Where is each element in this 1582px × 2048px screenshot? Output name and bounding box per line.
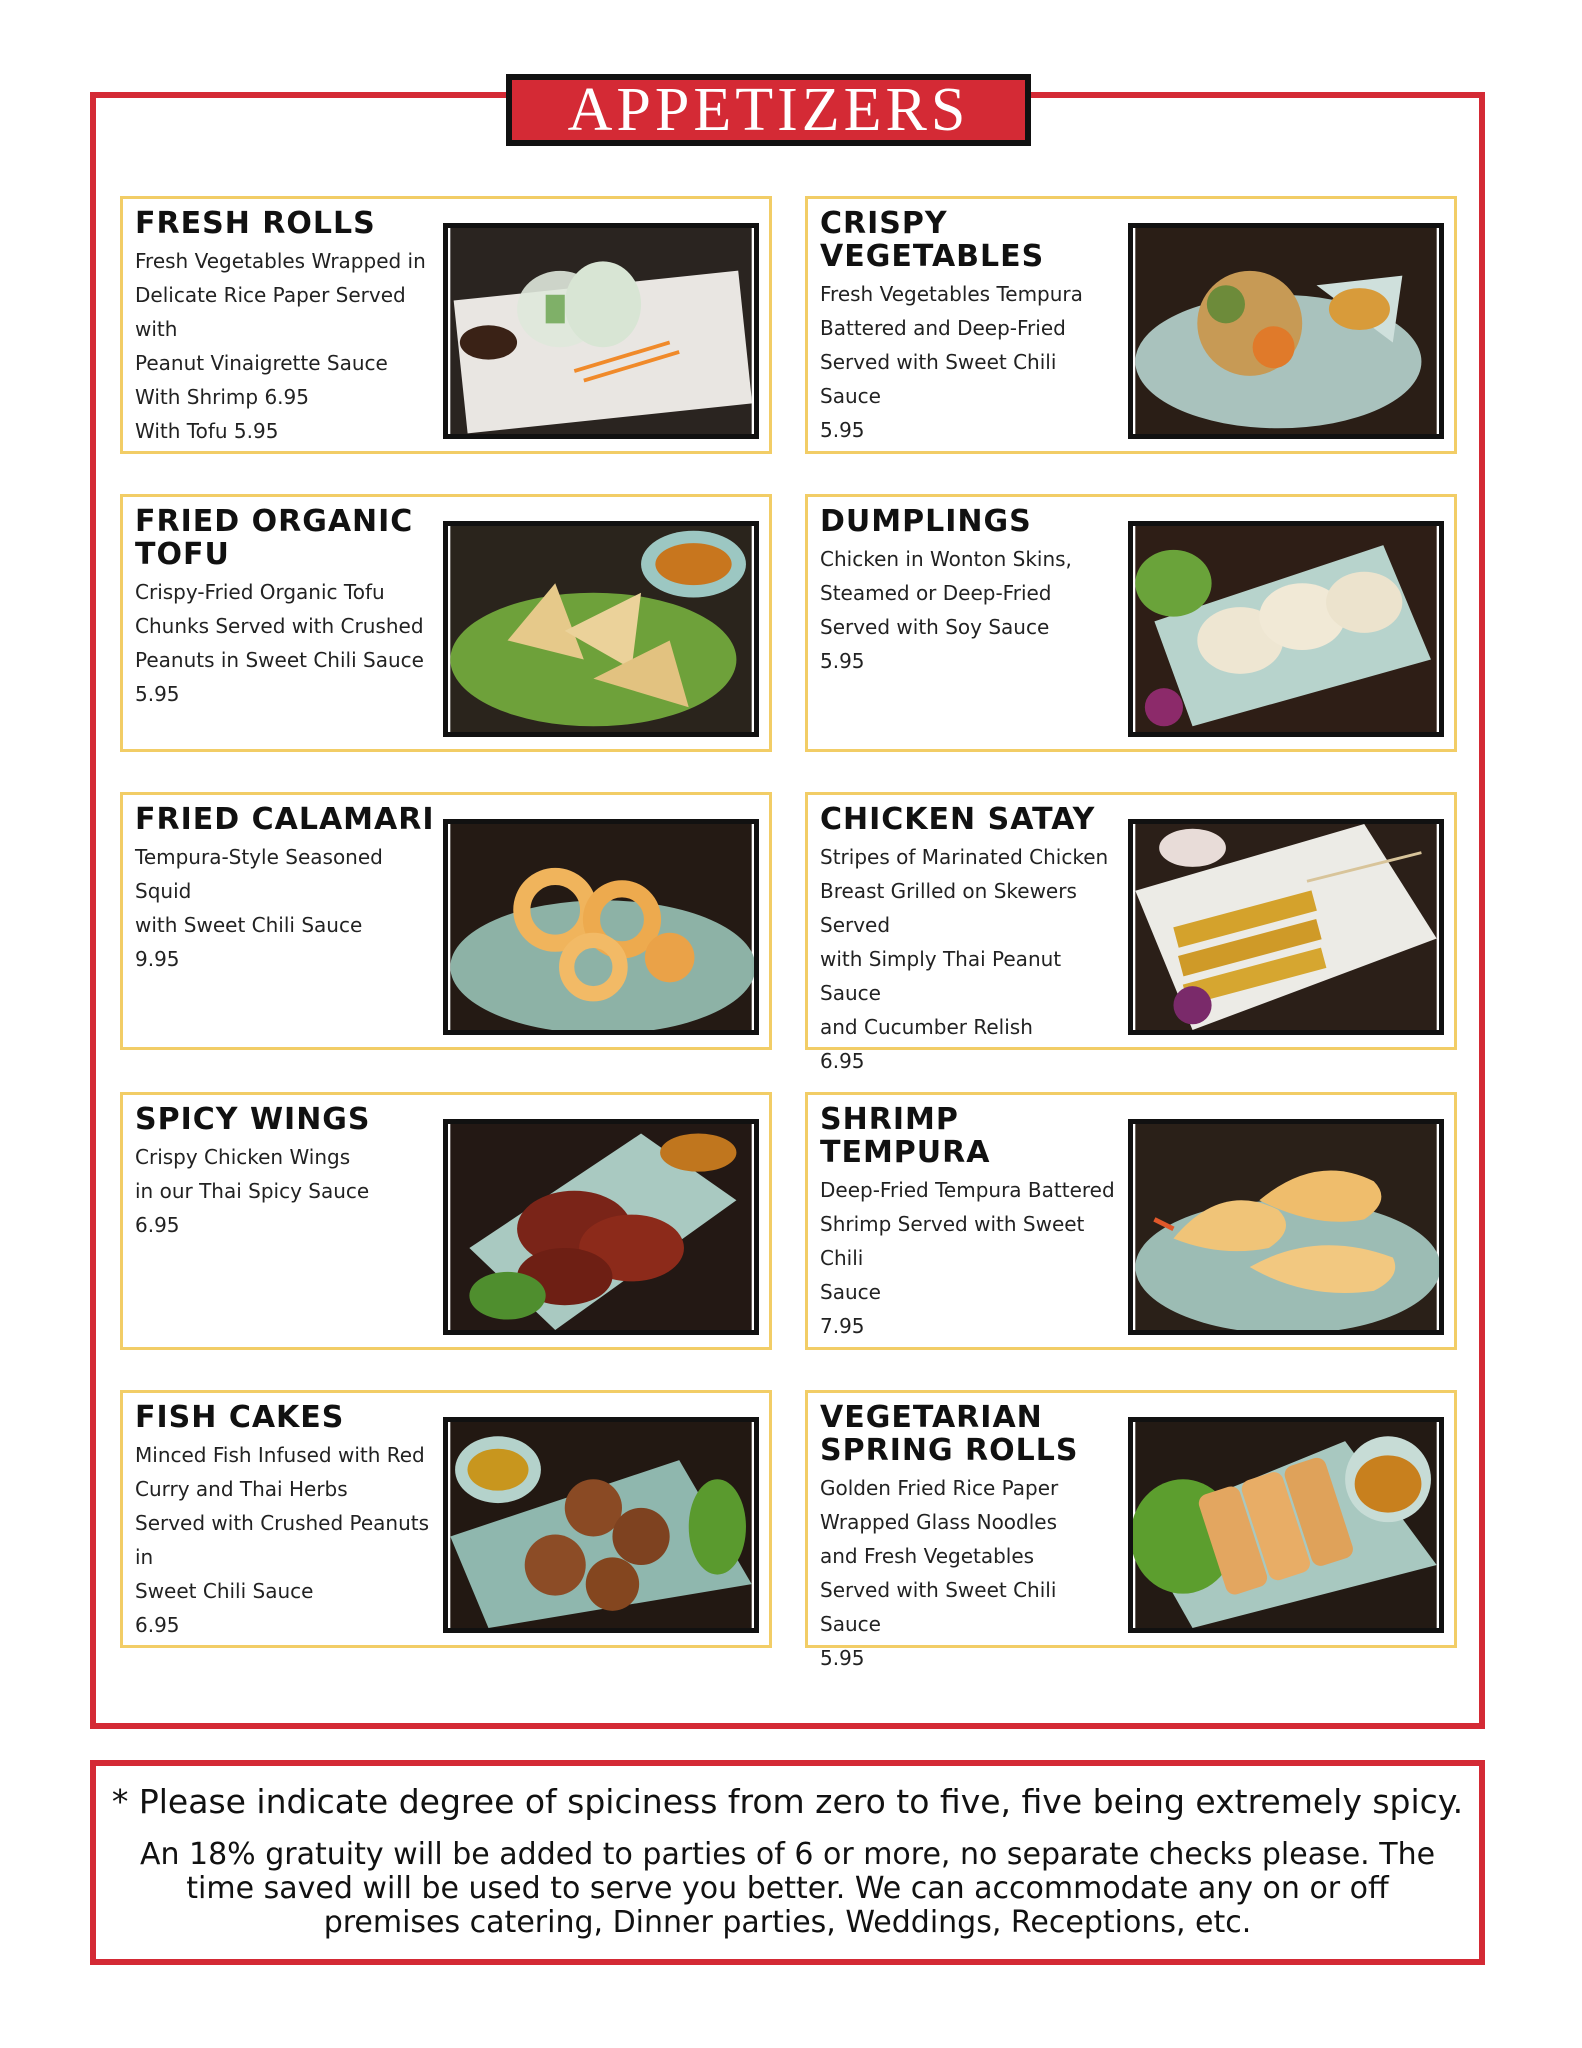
item-name: VEGETARIAN SPRING ROLLS	[820, 1400, 1079, 1468]
menu-item-vegetarian-spring-rolls	[805, 1390, 1457, 1670]
page-title: APPETIZERS	[567, 76, 970, 144]
fish-cakes-photo	[443, 1417, 759, 1633]
item-name: CRISPY VEGETABLES	[820, 206, 1045, 274]
item-name: FRIED ORGANIC TOFU	[135, 504, 414, 572]
item-name: SHRIMP TEMPURA	[820, 1102, 991, 1170]
calamari-photo	[443, 819, 759, 1035]
item-name: DUMPLINGS	[820, 504, 1032, 539]
wings-photo	[443, 1119, 759, 1335]
item-name: FRESH ROLLS	[135, 206, 376, 241]
item-description: Minced Fish Infused with Red Curry and Thai Herbs Served with Crushed Peanuts in Sweet Chili Sauce 6.95	[135, 1443, 430, 1637]
item-description: Chicken in Wonton Skins, Steamed or Deep-Fried Served with Soy Sauce 5.95	[820, 547, 1072, 673]
menu-item-fried-organic-tofu	[120, 494, 772, 752]
menu-item-fish-cakes	[120, 1390, 772, 1648]
item-name: CHICKEN SATAY	[820, 802, 1096, 837]
item-name: FRIED CALAMARI	[135, 802, 435, 837]
menu-item-chicken-satay	[805, 792, 1457, 1073]
item-name: FISH CAKES	[135, 1400, 345, 1435]
menu-item-spicy-wings	[120, 1092, 772, 1350]
appetizers-banner	[506, 74, 1031, 146]
menu-item-crispy-vegetables	[805, 196, 1457, 454]
fresh-rolls-photo	[443, 223, 759, 439]
item-description: Fresh Vegetables Tempura Battered and Deep-Fried Served with Sweet Chili Sauce 5.95	[820, 282, 1083, 442]
shrimp-tempura-photo	[1128, 1119, 1444, 1335]
gratuity-note: An 18% gratuity will be added to parties of 6 or more, no separate checks please. The time saved will be used to serve you better. We can accommodate any on or off premises catering, Dinner parties, Weddings, Receptions, etc.	[139, 1837, 1436, 1940]
spring-rolls-photo	[1128, 1417, 1444, 1633]
item-description: Crispy-Fried Organic Tofu Chunks Served with Crushed Peanuts in Sweet Chili Sauce 5.95	[135, 580, 424, 706]
item-description: Golden Fried Rice Paper Wrapped Glass Noodles and Fresh Vegetables Served with Sweet Chili Sauce 5.95	[820, 1476, 1059, 1670]
fried-tofu-photo	[443, 521, 759, 737]
item-name: SPICY WINGS	[135, 1102, 371, 1137]
menu-item-shrimp-tempura	[805, 1092, 1457, 1350]
crispy-vegetables-photo	[1128, 223, 1444, 439]
spiciness-note: * Please indicate degree of spiciness from zero to five, five being extremely spicy.	[111, 1782, 1464, 1821]
dumplings-photo	[1128, 521, 1444, 737]
footer-notice	[90, 1760, 1485, 1965]
menu-item-fresh-rolls	[120, 196, 772, 454]
item-description: Tempura-Style Seasoned Squid with Sweet Chili Sauce 9.95	[135, 845, 383, 971]
satay-photo	[1128, 819, 1444, 1035]
menu-item-fried-calamari	[120, 792, 772, 1050]
item-description: Crispy Chicken Wings in our Thai Spicy Sauce 6.95	[135, 1145, 370, 1237]
item-description: Stripes of Marinated Chicken Breast Grilled on Skewers Served with Simply Thai Peanut Sauce and Cucumber Relish 6.95	[820, 845, 1109, 1073]
item-description: Deep-Fried Tempura Battered Shrimp Served with Sweet Chili Sauce 7.95	[820, 1178, 1115, 1338]
menu-item-dumplings	[805, 494, 1457, 752]
item-description: Fresh Vegetables Wrapped in Delicate Rice Paper Served with Peanut Vinaigrette Sauce With Shrimp 6.95 With Tofu 5.95	[135, 249, 426, 443]
